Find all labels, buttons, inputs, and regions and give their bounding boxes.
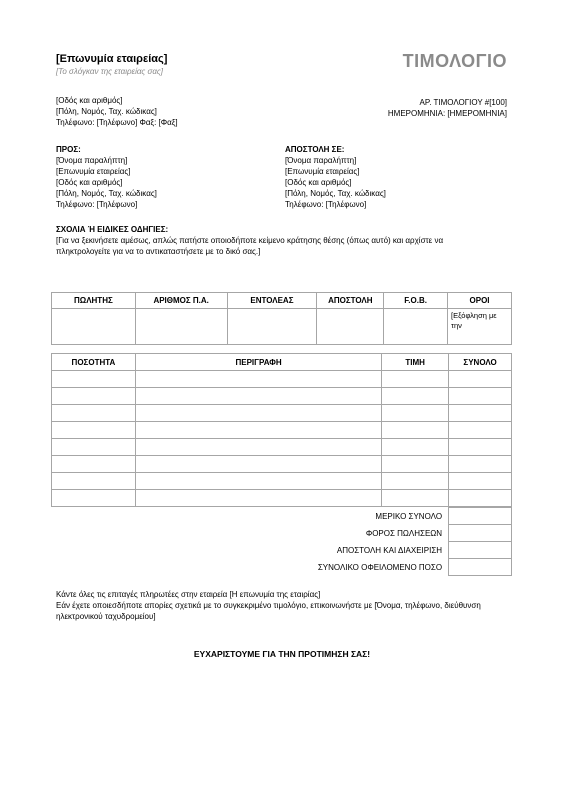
item-description[interactable] bbox=[135, 439, 381, 456]
item-price[interactable] bbox=[382, 473, 449, 490]
cell-shipping[interactable] bbox=[317, 309, 384, 345]
bill-to-city[interactable]: [Πόλη, Νομός, Ταχ. κώδικας] bbox=[56, 189, 157, 198]
ship-to-street[interactable]: [Οδός και αριθμός] bbox=[285, 178, 352, 187]
thank-you-message: ΕΥΧΑΡΙΣΤΟΥΜΕ ΓΙΑ ΤΗΝ ΠΡΟΤΙΜΗΣΗ ΣΑΣ! bbox=[193, 649, 371, 659]
cell-salesperson[interactable] bbox=[52, 309, 136, 345]
header-quantity: ΠΟΣΟΤΗΤΑ bbox=[52, 354, 136, 371]
invoice-meta bbox=[388, 97, 507, 119]
totals-table bbox=[51, 507, 512, 576]
cell-terms[interactable]: [Εξόφληση με την bbox=[448, 309, 512, 345]
header-requisitioner: ΕΝΤΟΛΕΑΣ bbox=[227, 293, 317, 309]
ship-to-phone[interactable]: Τηλέφωνο: [Τηλέφωνο] bbox=[285, 200, 367, 209]
order-info-header-row bbox=[52, 293, 512, 309]
invoice-number[interactable]: ΑΡ. ΤΙΜΟΛΟΓΙΟΥ #[100] bbox=[419, 98, 507, 107]
order-info-table bbox=[51, 292, 512, 345]
header-description: ΠΕΡΙΓΡΑΦΗ bbox=[135, 354, 381, 371]
item-total[interactable] bbox=[449, 439, 512, 456]
total-due-row bbox=[51, 559, 512, 576]
item-quantity[interactable] bbox=[52, 456, 136, 473]
item-price[interactable] bbox=[382, 422, 449, 439]
item-total[interactable] bbox=[449, 371, 512, 388]
bill-to-name[interactable]: [Όνομα παραλήπτη] bbox=[56, 156, 128, 165]
item-description[interactable] bbox=[135, 490, 381, 507]
bill-to-block bbox=[56, 144, 157, 210]
table-row bbox=[52, 456, 512, 473]
item-price[interactable] bbox=[382, 456, 449, 473]
item-total[interactable] bbox=[449, 422, 512, 439]
shipping-handling-value[interactable] bbox=[449, 542, 512, 559]
ship-to-block bbox=[285, 144, 386, 210]
header-terms: ΟΡΟΙ bbox=[448, 293, 512, 309]
address-city[interactable]: [Πόλη, Νομός, Ταχ. κώδικας] bbox=[56, 107, 157, 116]
subtotal-value[interactable] bbox=[449, 508, 512, 525]
header-po-number: ΑΡΙΘΜΟΣ Π.Α. bbox=[135, 293, 227, 309]
header-unit-price: ΤΙΜΗ bbox=[382, 354, 449, 371]
ship-to-city[interactable]: [Πόλη, Νομός, Ταχ. κώδικας] bbox=[285, 189, 386, 198]
table-row bbox=[52, 371, 512, 388]
table-row bbox=[52, 473, 512, 490]
item-quantity[interactable] bbox=[52, 371, 136, 388]
cell-requisitioner[interactable] bbox=[227, 309, 317, 345]
notes-text[interactable]: [Για να ξεκινήσετε αμέσως, απλώς πατήστε οποιοδήποτε κείμενο κράτησης θέσης (όπως αυτό) και αρχίστε να πληκτρολογείτε για να το αντικαταστήσετε με το δικό σας.] bbox=[56, 236, 444, 256]
bill-to-phone[interactable]: Τηλέφωνο: [Τηλέφωνο] bbox=[56, 200, 138, 209]
company-slogan[interactable]: [Το σλόγκαν της εταιρείας σας] bbox=[56, 67, 164, 76]
item-quantity[interactable] bbox=[52, 473, 136, 490]
invoice-date[interactable]: ΗΜΕΡΟΜΗΝΙΑ: [ΗΜΕΡΟΜΗΝΙΑ] bbox=[387, 109, 507, 118]
item-description[interactable] bbox=[135, 473, 381, 490]
item-total[interactable] bbox=[449, 388, 512, 405]
payment-instructions[interactable]: Κάντε όλες τις επιταγές πληρωτέες στην εταιρεία [Η επωνυμία της εταιρίας] bbox=[56, 590, 321, 599]
items-table bbox=[51, 353, 512, 507]
sales-tax-row bbox=[51, 525, 512, 542]
item-price[interactable] bbox=[382, 388, 449, 405]
item-description[interactable] bbox=[135, 388, 381, 405]
header-salesperson: ΠΩΛΗΤΗΣ bbox=[52, 293, 136, 309]
contact-instructions[interactable]: Εάν έχετε οποιεσδήποτε απορίες σχετικά με το συγκεκριμένο τιμολόγιο, επικοινωνήστε με [Όνομα, τηλέφωνο, διεύθυνση ηλεκτρονικού ταχυδρομείου] bbox=[56, 601, 481, 621]
items-header-row bbox=[52, 354, 512, 371]
total-due-value[interactable] bbox=[449, 559, 512, 576]
table-row bbox=[52, 422, 512, 439]
address-street[interactable]: [Οδός και αριθμός] bbox=[56, 96, 123, 105]
item-quantity[interactable] bbox=[52, 490, 136, 507]
sales-tax-value[interactable] bbox=[449, 525, 512, 542]
table-row bbox=[52, 405, 512, 422]
item-total[interactable] bbox=[449, 456, 512, 473]
order-info-row bbox=[52, 309, 512, 345]
item-total[interactable] bbox=[449, 405, 512, 422]
sales-tax-label: ΦΟΡΟΣ ΠΩΛΗΣΕΩΝ bbox=[365, 528, 443, 538]
cell-fob[interactable] bbox=[384, 309, 448, 345]
ship-to-company[interactable]: [Επωνυμία εταιρείας] bbox=[285, 167, 360, 176]
item-quantity[interactable] bbox=[52, 422, 136, 439]
ship-to-heading: ΑΠΟΣΤΟΛΗ ΣΕ: bbox=[285, 145, 345, 154]
table-row bbox=[52, 439, 512, 456]
table-row bbox=[52, 388, 512, 405]
address-phone-fax[interactable]: Τηλέφωνο: [Τηλέφωνο] Φαξ: [Φαξ] bbox=[56, 118, 178, 127]
item-price[interactable] bbox=[382, 405, 449, 422]
item-description[interactable] bbox=[135, 405, 381, 422]
notes-block bbox=[56, 224, 496, 257]
item-quantity[interactable] bbox=[52, 405, 136, 422]
shipping-handling-row bbox=[51, 542, 512, 559]
notes-heading: ΣΧΟΛΙΑ Ή ΕΙΔΙΚΕΣ ΟΔΗΓΙΕΣ: bbox=[56, 225, 169, 234]
header-fob: F.O.B. bbox=[384, 293, 448, 309]
footer-block bbox=[56, 589, 506, 622]
item-quantity[interactable] bbox=[52, 439, 136, 456]
bill-to-street[interactable]: [Οδός και αριθμός] bbox=[56, 178, 123, 187]
item-price[interactable] bbox=[382, 371, 449, 388]
header-shipping: ΑΠΟΣΤΟΛΗ bbox=[317, 293, 384, 309]
cell-po-number[interactable] bbox=[135, 309, 227, 345]
item-description[interactable] bbox=[135, 371, 381, 388]
item-total[interactable] bbox=[449, 473, 512, 490]
ship-to-name[interactable]: [Όνομα παραλήπτη] bbox=[285, 156, 357, 165]
item-quantity[interactable] bbox=[52, 388, 136, 405]
header-total: ΣΥΝΟΛΟ bbox=[449, 354, 512, 371]
subtotal-row bbox=[51, 508, 512, 525]
bill-to-heading: ΠΡΟΣ: bbox=[56, 145, 81, 154]
item-price[interactable] bbox=[382, 439, 449, 456]
item-price[interactable] bbox=[382, 490, 449, 507]
item-total[interactable] bbox=[449, 490, 512, 507]
table-row bbox=[52, 490, 512, 507]
company-address bbox=[56, 95, 178, 128]
item-description[interactable] bbox=[135, 422, 381, 439]
bill-to-company[interactable]: [Επωνυμία εταιρείας] bbox=[56, 167, 131, 176]
total-due-label: ΣΥΝΟΛΙΚΟ ΟΦΕΙΛΟΜΕΝΟ ΠΟΣΟ bbox=[317, 562, 443, 572]
invoice-title: ΤΙΜΟΛΟΓΙΟ bbox=[402, 51, 507, 71]
subtotal-label: ΜΕΡΙΚΟ ΣΥΝΟΛΟ bbox=[375, 511, 443, 521]
item-description[interactable] bbox=[135, 456, 381, 473]
shipping-handling-label: ΑΠΟΣΤΟΛΗ ΚΑΙ ΔΙΑΧΕΙΡΙΣΗ bbox=[336, 545, 443, 555]
company-name[interactable]: [Επωνυμία εταιρείας] bbox=[56, 53, 168, 65]
